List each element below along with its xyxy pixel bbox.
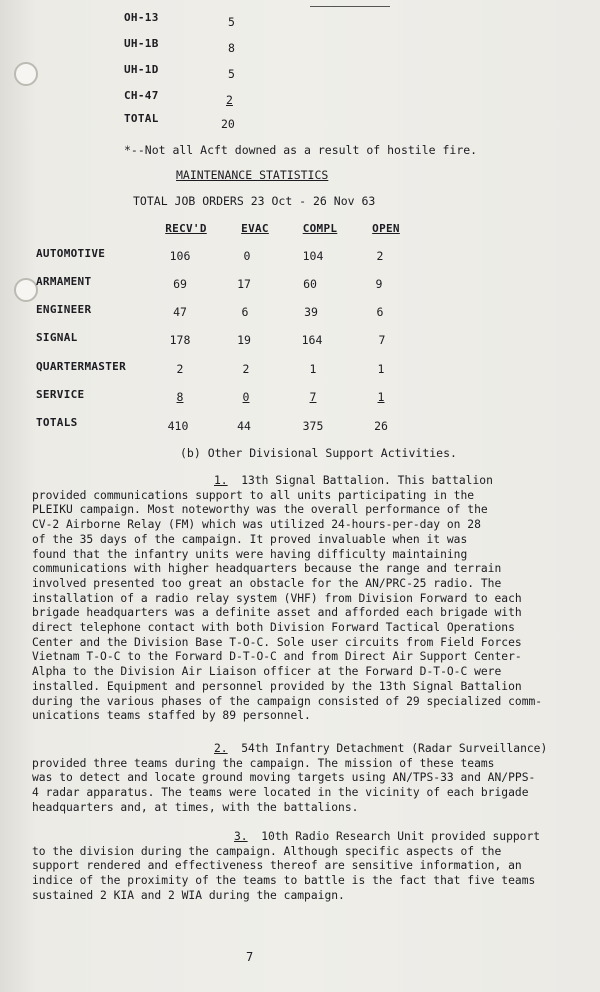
table-cell: 69	[173, 277, 187, 291]
paragraph-line: support rendered and effectiveness thereof are sensitive information, an	[32, 859, 522, 873]
paragraph-line: sustained 2 KIA and 2 WIA during the campaign.	[32, 888, 345, 902]
paragraph-line: was to detect and locate ground moving targets using AN/TPS-33 and AN/PPS-	[32, 771, 536, 785]
paragraph-line: of the 35 days of the campaign. It proved invaluable when it was	[32, 532, 468, 546]
aircraft-type: CH-47	[124, 89, 159, 102]
paragraph-line: 4 radar apparatus. The teams were located in the vicinity of each brigade	[32, 786, 529, 800]
aircraft-count: 8	[228, 41, 235, 55]
maintenance-title: MAINTENANCE STATISTICS	[176, 168, 329, 182]
table-total-cell: 26	[374, 419, 388, 433]
paragraph-line: CV-2 Airborne Relay (FM) which was utilized 24-hours-per-day on 28	[32, 518, 481, 532]
table-totals-label: TOTALS	[36, 416, 78, 429]
table-cell: 0	[242, 390, 250, 404]
table-cell: 6	[241, 305, 249, 319]
aircraft-footnote: *--Not all Acft downed as a result of hostile fire.	[124, 143, 478, 157]
paragraph-line: installation of a radio relay system (VHF) from Division Forward to each	[32, 591, 522, 605]
table-cell: 6	[376, 305, 384, 319]
table-cell: 47	[173, 305, 187, 319]
table-cell: 39	[304, 305, 318, 319]
table-cell: 1	[377, 390, 385, 404]
paragraph-signal-battalion	[32, 474, 577, 724]
paragraph-number: 1.	[214, 474, 228, 487]
table-cell: 0	[243, 249, 251, 263]
column-header: EVAC	[241, 222, 269, 235]
aircraft-count: 2	[226, 93, 233, 107]
column-header: RECV'D	[165, 222, 207, 235]
aircraft-type: UH-1B	[124, 37, 159, 50]
table-total-cell: 410	[167, 419, 189, 433]
header-strip	[310, 0, 390, 7]
paragraph-line: 54th Infantry Detachment (Radar Surveillance)	[241, 742, 548, 755]
table-cell: 7	[309, 390, 317, 404]
paragraph-number: 2.	[214, 742, 228, 755]
table-cell: 1	[377, 362, 385, 376]
paragraph-line: communications with higher headquarters because the range and terrain	[32, 562, 502, 576]
table-cell: 164	[301, 333, 323, 347]
paragraph-radio-research	[32, 830, 577, 904]
table-total-cell: 44	[237, 419, 251, 433]
paragraph-line: headquarters and, at times, with the battalions.	[32, 800, 359, 814]
table-row-label: SERVICE	[36, 388, 85, 401]
table-row-label: AUTOMOTIVE	[36, 247, 106, 260]
paragraph-line: to the division during the campaign. Although specific aspects of the	[32, 844, 502, 858]
paragraph-line: during the various phases of the campaign consisted of 29 specialized comm-	[32, 694, 543, 708]
table-cell: 178	[169, 333, 191, 347]
table-cell: 104	[302, 249, 324, 263]
aircraft-count: 5	[228, 67, 235, 81]
paragraph-line: unications teams staffed by 89 personnel.	[32, 709, 311, 723]
table-cell: 106	[169, 249, 191, 263]
table-row-label: QUARTERMASTER	[36, 360, 126, 373]
paragraph-line: provided three teams during the campaign. The mission of these teams	[32, 756, 495, 770]
paragraph-line: 10th Radio Research Unit provided support	[261, 830, 541, 843]
paragraph-line: involved presented too great an obstacle for the AN/PRC-25 radio. The	[32, 576, 502, 590]
paragraph-line: Alpha to the Division Air Liaison officer at the Forward D-T-O-C were	[32, 665, 502, 679]
table-row-label: ENGINEER	[36, 303, 92, 316]
table-cell: 2	[242, 362, 250, 376]
paragraph-line: provided communications support to all units participating in the	[32, 488, 475, 502]
column-header: OPEN	[372, 222, 400, 235]
binder-hole	[14, 278, 38, 302]
table-cell: 1	[309, 362, 317, 376]
maintenance-subtitle: TOTAL JOB ORDERS 23 Oct - 26 Nov 63	[133, 194, 376, 208]
paragraph-line: Vietnam T-O-C to the Forward D-T-O-C and from Direct Air Support Center-	[32, 650, 522, 664]
aircraft-count: 5	[228, 15, 235, 29]
table-total-cell: 375	[302, 419, 324, 433]
table-cell: 8	[176, 390, 184, 404]
table-cell: 7	[378, 333, 386, 347]
aircraft-total-label: TOTAL	[124, 112, 159, 125]
table-cell: 17	[237, 277, 251, 291]
column-header: COMPL	[302, 222, 338, 235]
table-cell: 2	[376, 249, 384, 263]
paragraph-line: found that the infantry units were having difficulty maintaining	[32, 547, 468, 561]
page-number: 7	[246, 950, 254, 964]
paragraph-radar-detachment	[32, 742, 577, 816]
aircraft-total-value: 20	[221, 117, 235, 131]
table-row-label: ARMAMENT	[36, 275, 92, 288]
table-row-label: SIGNAL	[36, 331, 78, 344]
table-cell: 60	[303, 277, 317, 291]
paragraph-number: 3.	[234, 830, 248, 843]
paragraph-line: brigade headquarters was a definite asset and afforded each brigade with	[32, 606, 522, 620]
table-cell: 9	[375, 277, 383, 291]
paragraph-line: direct telephone contact with both Division Forward Tactical Operations	[32, 621, 515, 635]
paragraph-line: PLEIKU campaign. Most noteworthy was the overall performance of the	[32, 503, 488, 517]
binder-hole	[14, 62, 38, 86]
aircraft-type: OH-13	[124, 11, 159, 24]
aircraft-type: UH-1D	[124, 63, 159, 76]
paragraph-line: indice of the proximity of the teams to battle is the fact that five teams	[32, 874, 536, 888]
table-cell: 2	[176, 362, 184, 376]
paragraph-line: installed. Equipment and personnel provided by the 13th Signal Battalion	[32, 679, 522, 693]
table-cell: 19	[237, 333, 251, 347]
section-heading: (b) Other Divisional Support Activities.	[180, 446, 457, 460]
paragraph-line: Center and the Division Base T-O-C. Sole user circuits from Field Forces	[32, 635, 522, 649]
paragraph-line: 13th Signal Battalion. This battalion	[241, 474, 493, 487]
